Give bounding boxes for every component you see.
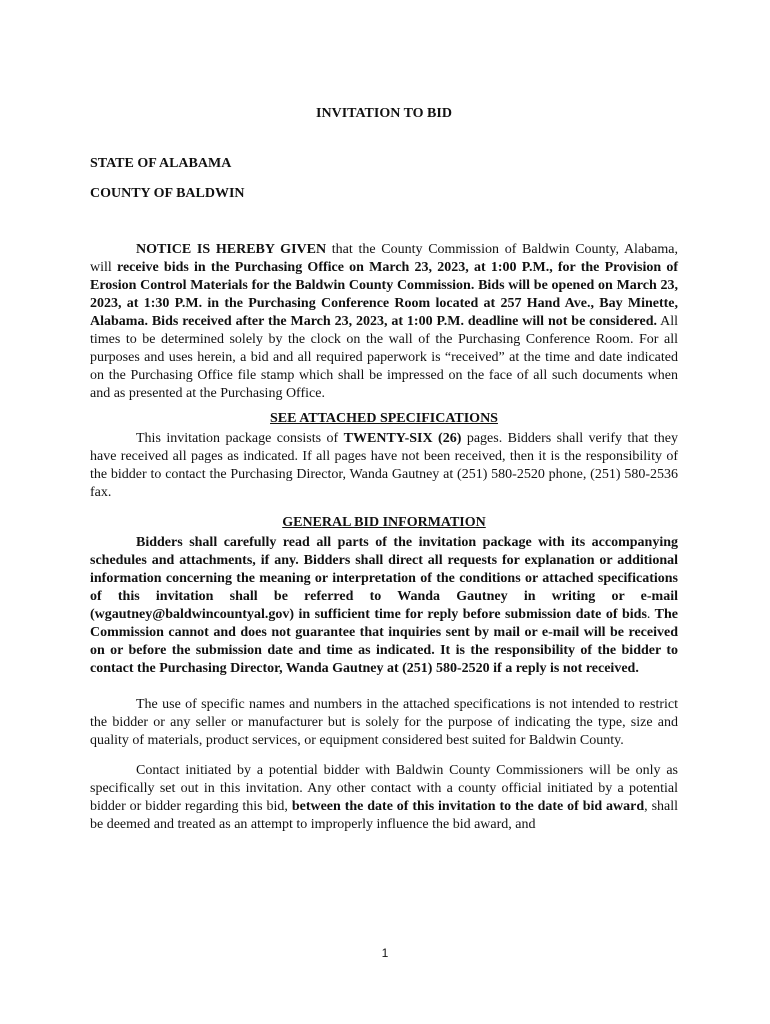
- general-bold-2: The Commission cannot and does not guarantee that inquiries sent by mail or e-mail will be received on or before the submission date and time as indicated. It is the responsibility of the bidder to contact the Purchasing Director, Wanda Gautney at (251) 580-2520 if a reply is not received.: [90, 607, 678, 676]
- specs-text-2: pages. Bidders shall verify that they have received all pages as indicated. If all pages have not been received, then it is the responsibility of the bidder to contact the Purchasing Director, Wanda Gautney at (251) 580-2520 phone, (251) 580-2536 fax.: [90, 431, 678, 500]
- document-body: [90, 105, 678, 834]
- notice-lead: NOTICE IS HEREBY GIVEN: [136, 242, 327, 257]
- county-line: COUNTY OF BALDWIN: [90, 186, 245, 201]
- document-title: INVITATION TO BID: [316, 106, 452, 121]
- general-bold-1: Bidders shall carefully read all parts of the invitation package with its accompanying schedules and attachments, if any. Bidders shall direct all requests for explanation or additional information concerning the meaning or interpretation of the conditions or attached specifications of this invitation shall be referred to Wanda Gautney in writing or e-mail (wgautney@baldwincountyal.gov) in sufficient time for reply before submission date of bids: [90, 535, 678, 622]
- specifications-paragraph: [90, 430, 678, 502]
- contact-text-1: Contact initiated by a potential bidder with Baldwin County Commissioners will be only as specifically set out in this invitation. Any other contact with a county official initiated by a potential bidder or bidder regarding this bid,: [90, 763, 678, 814]
- notice-bold-details: receive bids in the Purchasing Office on March 23, 2023, at 1:00 P.M., for the Provision of Erosion Control Materials for the Baldwin County Commission. Bids will be opened on March 23, 2023, at 1:30 P.M. in the Purchasing Conference Room located at 257 Hand Ave., Bay Minette, Alabama. Bids received after the March 23, 2023, at 1:00 P.M. deadline will not be considered.: [90, 260, 679, 329]
- general-period: .: [646, 607, 651, 622]
- state-line: STATE OF ALABAMA: [90, 156, 232, 171]
- specifications-heading: SEE ATTACHED SPECIFICATIONS: [270, 411, 498, 426]
- page-number: 1: [381, 946, 389, 960]
- notice-text-1: that the County Commission of Baldwin County, Alabama, will: [90, 242, 678, 275]
- specs-page-count: TWENTY-SIX (26): [343, 431, 462, 446]
- notice-text-2: All times to be determined solely by the clock on the wall of the Purchasing Conference Room. For all purposes and uses herein, a bid and all required paperwork is “received” at the time and date indicated on the Purchasing Office file stamp which shall be impressed on the face of all such documents when and as presented at the Purchasing Office.: [90, 314, 678, 401]
- contact-paragraph: [90, 762, 678, 834]
- general-bid-heading: GENERAL BID INFORMATION: [282, 515, 486, 530]
- contact-bold: between the date of this invitation to the date of bid award: [291, 799, 645, 814]
- names-paragraph: The use of specific names and numbers in the attached specifications is not intended to restrict the bidder or any seller or manufacturer but is solely for the purpose of indicating the type, size and quality of materials, product services, or equipment considered best suited for Baldwin County.: [90, 697, 678, 748]
- notice-paragraph: [90, 241, 678, 403]
- specs-text-1: This invitation package consists of: [136, 431, 344, 446]
- general-bid-paragraph: [90, 534, 678, 678]
- contact-text-2: , shall be deemed and treated as an attempt to improperly influence the bid award, and: [90, 799, 679, 832]
